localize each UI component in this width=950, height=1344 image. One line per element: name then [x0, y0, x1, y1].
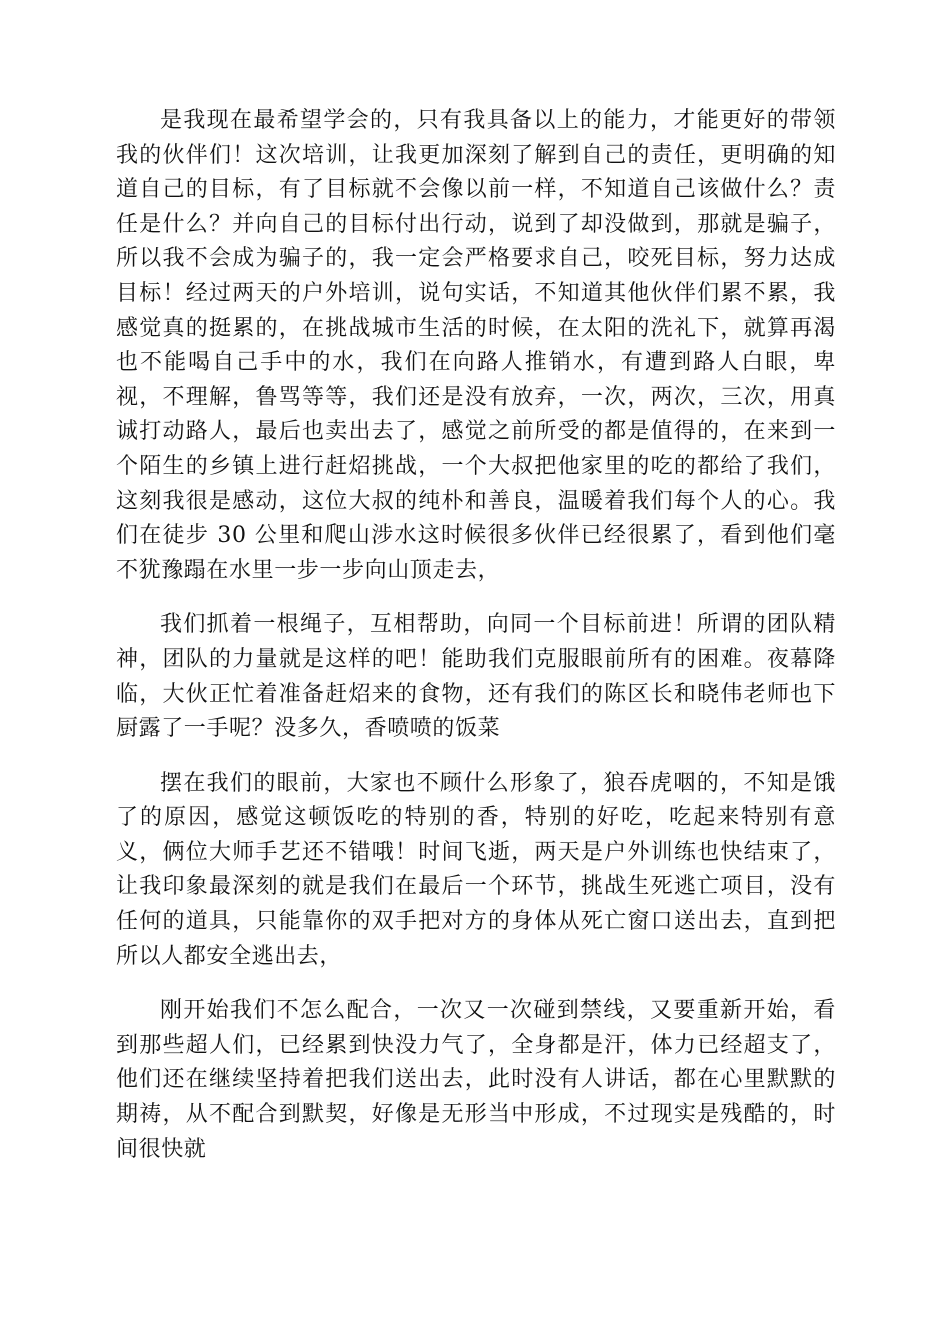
document-body — [116, 104, 836, 1167]
paragraph-3: 摆在我们的眼前，大家也不顾什么形象了，狼吞虎咽的，不知是饿了的原因，感觉这顿饭吃的特别的香，特别的好吃，吃起来特别有意义，俩位大师手艺还不错哦！时间飞逝，两天是户外训练也快结束了，让我印象最深刻的就是我们在最后一个环节，挑战生死逃亡项目，没有任何的道具，只能靠你的双手把对方的身体从死亡窗口送出去，直到把所以人都安全逃出去， — [116, 770, 836, 969]
paragraph-2: 我们抓着一根绳子，互相帮助，向同一个目标前进！所谓的团队精神，团队的力量就是这样的吧！能助我们克服眼前所有的困难。夜幕降临，大伙正忙着准备赶炤来的食物，还有我们的陈区长和晓伟老师也下厨露了一手呢？没多久，香喷喷的饭菜 — [116, 612, 836, 742]
paragraph-1: 是我现在最希望学会的，只有我具备以上的能力，才能更好的带领我的伙伴们！这次培训，让我更加深刻了解到自己的责任，更明确的知道自己的目标，有了目标就不会像以前一样，不知道自己该做什么？责任是什么？并向自己的目标付出行动，说到了却没做到，那就是骗子，所以我不会成为骗子的，我一定会严格要求自己，咬死目标，努力达成目标！经过两天的户外培训，说句实话，不知道其他伙伴们累不累，我感觉真的挺累的，在挑战城市生活的时候，在太阳的洗礼下，就算再渴也不能喝自己手中的水，我们在向路人推销水，有遭到路人白眼，卑视，不理解，鲁骂等等，我们还是没有放弃，一次，两次，三次，用真诚打动路人，最后也卖出去了，感觉之前所受的都是值得的，在来到一个陌生的乡镇上进行赶炤挑战，一个大叔把他家里的吃的都给了我们，这刻我很是感动，这位大叔的纯朴和善良，温暖着我们每个人的心。我们在徒步 30 公里和爬山涉水这时候很多伙伴已经很累了，看到他们毫不犹豫蹋在水里一步一步向山顶走去， — [116, 108, 836, 583]
paragraph-4: 刚开始我们不怎么配合，一次又一次碰到禁线，又要重新开始，看到那些超人们，已经累到快没力气了，全身都是汗，体力已经超支了，他们还在继续坚持着把我们送出去，此时没有人讲话，都在心里默默的期祷，从不配合到默契，好像是无形当中形成，不过现实是残酷的，时间很快就 — [116, 998, 836, 1162]
